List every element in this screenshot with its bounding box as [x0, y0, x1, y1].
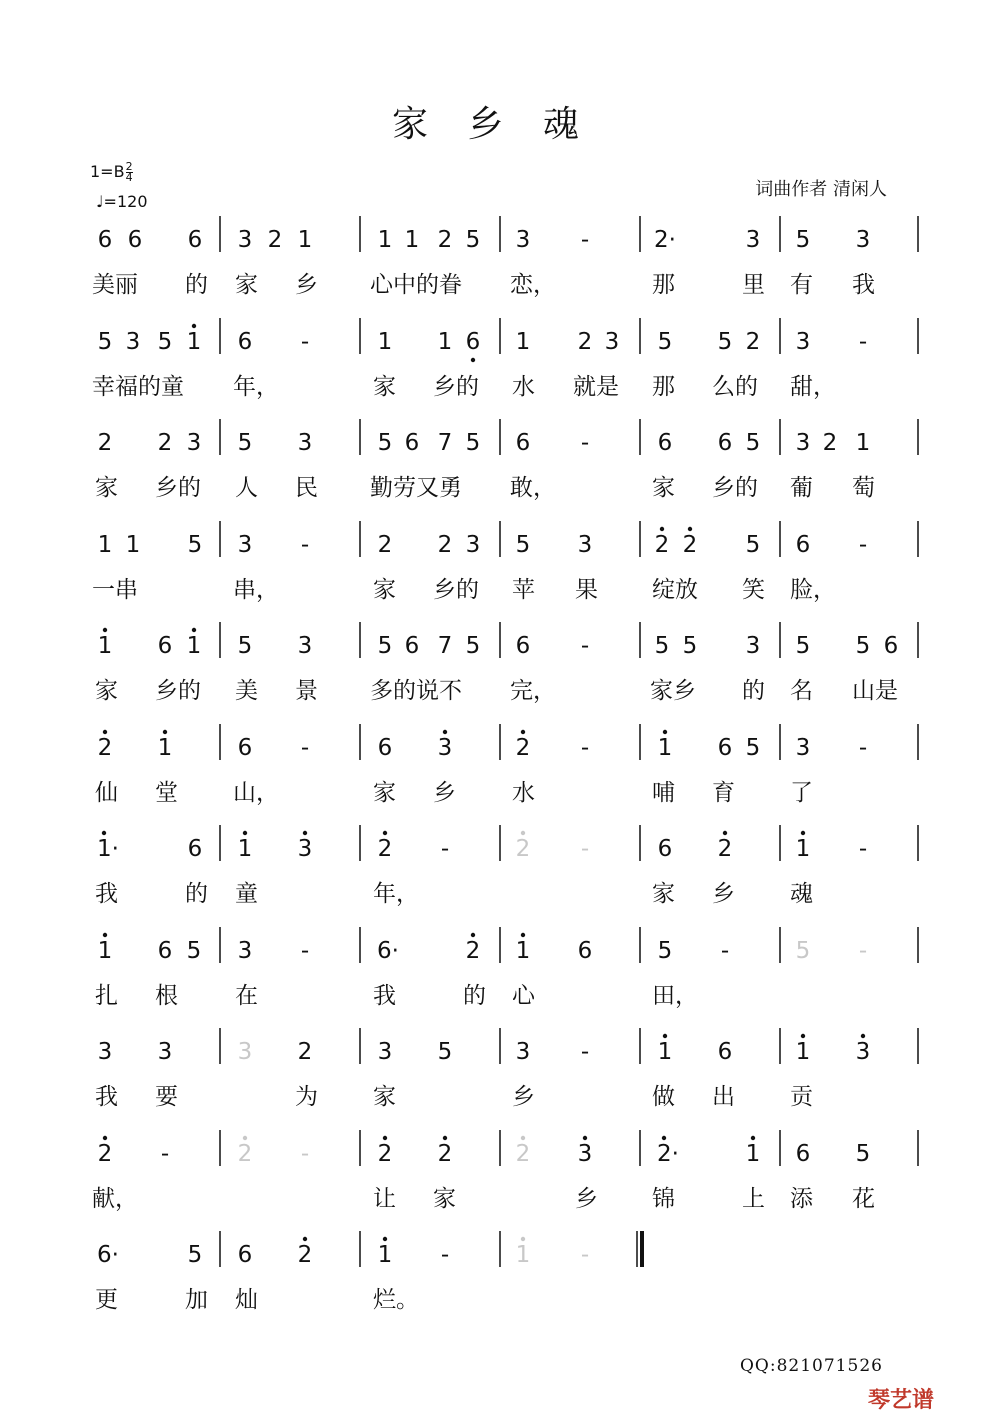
lyric: 景 — [295, 678, 318, 704]
lyric: 家 — [373, 577, 396, 603]
note: 1 — [795, 1039, 811, 1065]
qq-contact: QQ:821071526 — [740, 1356, 883, 1376]
score-row — [92, 1130, 918, 1212]
lyric: 苹 — [512, 577, 535, 603]
octave-dot — [383, 1237, 387, 1241]
note: 3 — [297, 633, 313, 659]
note: 3 — [157, 1039, 173, 1065]
note: 2 — [465, 938, 481, 964]
lyric: 上 — [742, 1186, 765, 1212]
note: 1 — [125, 532, 141, 558]
lyric: 有 — [790, 272, 813, 298]
note: 3 — [577, 1141, 593, 1167]
lyric: 在 — [235, 983, 258, 1009]
note: 6 — [404, 633, 420, 659]
note: 2 — [515, 1141, 531, 1167]
octave-dot — [103, 1136, 107, 1140]
octave-dot — [243, 1136, 247, 1140]
score-row — [92, 216, 918, 298]
note: 2 — [515, 735, 531, 761]
octave-dot — [443, 730, 447, 734]
note: 6 — [795, 532, 811, 558]
lyric: 甜， — [790, 374, 836, 400]
lyric: 为 — [295, 1084, 318, 1110]
note: 1 — [186, 633, 202, 659]
octave-dot — [443, 1136, 447, 1140]
note: 2 — [515, 836, 531, 862]
lyric: 做 — [652, 1084, 675, 1110]
octave-dot — [521, 933, 525, 937]
octave-dot — [303, 1237, 307, 1241]
lyric: 仙 — [95, 780, 118, 806]
note: 5 — [465, 633, 481, 659]
note: 1 — [377, 227, 393, 253]
note: 2 — [654, 532, 670, 558]
note: 5 — [745, 735, 761, 761]
lyric: 童 — [235, 881, 258, 907]
note: 1 — [855, 430, 871, 456]
note: 6 — [157, 938, 173, 964]
note: 5 — [237, 633, 253, 659]
note: - — [858, 329, 868, 355]
note: 5 — [657, 329, 673, 355]
note: 2 — [377, 836, 393, 862]
note: - — [580, 735, 590, 761]
time-sig-bottom: 4 — [125, 171, 133, 184]
site-logo: 琴艺谱 — [868, 1388, 935, 1413]
lyric: 扎 — [95, 983, 118, 1009]
note: 3 — [237, 532, 253, 558]
note: 6 — [237, 735, 253, 761]
note: 5 — [237, 430, 253, 456]
note: 6 — [883, 633, 899, 659]
note: 6 — [795, 1141, 811, 1167]
lyric: 家 — [652, 881, 675, 907]
lyric: 让 — [373, 1186, 396, 1212]
octave-dot — [383, 831, 387, 835]
note: 1 — [404, 227, 420, 253]
note: 2 — [297, 1242, 313, 1268]
quarter-note-icon: ♩ — [96, 192, 104, 211]
lyric: 敢， — [510, 475, 556, 501]
note: 2 — [377, 532, 393, 558]
note: 3 — [377, 1039, 393, 1065]
lyric: 灿 — [235, 1287, 258, 1313]
note: 1 — [97, 633, 113, 659]
note: 2 — [682, 532, 698, 558]
note: 6 — [717, 1039, 733, 1065]
lyric: 贡 — [790, 1084, 813, 1110]
note: 3 — [437, 735, 453, 761]
lyric: 家乡 — [650, 678, 696, 704]
lyric: 家 — [235, 272, 258, 298]
note: - — [858, 938, 868, 964]
note: 1 — [377, 329, 393, 355]
note: 1 — [795, 836, 811, 862]
lyric: 更 — [95, 1287, 118, 1313]
note: 3 — [515, 1039, 531, 1065]
note: 2 — [377, 1141, 393, 1167]
lyric: 乡的 — [712, 475, 758, 501]
lyric: 乡 — [433, 780, 456, 806]
lyric: 水 — [512, 374, 535, 400]
lyric: 山是 — [852, 678, 898, 704]
note: 3 — [125, 329, 141, 355]
note: 2 — [237, 1141, 253, 1167]
octave-dot — [521, 1237, 525, 1241]
note: 5 — [187, 1242, 203, 1268]
note: - — [440, 836, 450, 862]
note: 2 — [97, 430, 113, 456]
lyric: 完， — [510, 678, 556, 704]
note: 2 — [297, 1039, 313, 1065]
note: - — [300, 735, 310, 761]
score-row — [92, 521, 918, 603]
lyric: 乡 — [295, 272, 318, 298]
note: 1· — [97, 836, 119, 862]
lyric: 美丽 — [92, 272, 138, 298]
octave-dot — [192, 628, 196, 632]
lyric: 年， — [233, 374, 279, 400]
note: 6 — [377, 735, 393, 761]
lyric: 么的 — [712, 374, 758, 400]
lyric: 烂。 — [373, 1287, 419, 1313]
lyric: 我 — [373, 983, 396, 1009]
lyric: 葡 — [790, 475, 813, 501]
note: 2 — [745, 329, 761, 355]
octave-dot — [751, 1136, 755, 1140]
lyric: 乡的 — [433, 577, 479, 603]
lyric: 萄 — [852, 475, 875, 501]
note: 3 — [465, 532, 481, 558]
note: - — [440, 1242, 450, 1268]
note: 2 — [437, 532, 453, 558]
octave-dot — [163, 730, 167, 734]
note: 3 — [795, 329, 811, 355]
note: 5 — [377, 633, 393, 659]
note: 3 — [186, 430, 202, 456]
tempo-value: =120 — [103, 192, 148, 211]
lyric: 的 — [742, 678, 765, 704]
lyric: 育 — [712, 780, 735, 806]
lyric: 恋， — [510, 272, 556, 298]
lyric: 乡 — [712, 881, 735, 907]
lyric: 家 — [95, 678, 118, 704]
note: 1 — [657, 1039, 673, 1065]
octave-dot — [383, 1136, 387, 1140]
note: 1 — [657, 735, 673, 761]
lyric: 我 — [95, 1084, 118, 1110]
octave-dot — [723, 831, 727, 835]
octave-dot — [102, 831, 106, 835]
lyric: 哺 — [652, 780, 675, 806]
note: 5 — [717, 329, 733, 355]
note: 1 — [237, 836, 253, 862]
lyric: 家 — [373, 374, 396, 400]
octave-dot — [521, 1136, 525, 1140]
note: 5 — [795, 633, 811, 659]
note: 6 — [515, 430, 531, 456]
note: - — [580, 836, 590, 862]
lyric: 田， — [652, 983, 698, 1009]
note: 2 — [157, 430, 173, 456]
note: 6 — [465, 329, 481, 355]
note: 1 — [745, 1141, 761, 1167]
note: 2 — [97, 735, 113, 761]
note: 1 — [157, 735, 173, 761]
note: 6 — [404, 430, 420, 456]
lyric: 花 — [852, 1186, 875, 1212]
note: 5 — [437, 1039, 453, 1065]
lyric: 家 — [373, 1084, 396, 1110]
note: 3 — [795, 430, 811, 456]
lyric: 我 — [852, 272, 875, 298]
lyric: 家 — [652, 475, 675, 501]
octave-dot — [801, 831, 805, 835]
note: 6 — [515, 633, 531, 659]
note: 1 — [515, 329, 531, 355]
note: 1 — [437, 329, 453, 355]
note: 3 — [297, 836, 313, 862]
note: 1 — [97, 532, 113, 558]
lyric: 年， — [373, 881, 419, 907]
time-sig-top: 2 — [125, 160, 133, 173]
note: 2 — [437, 227, 453, 253]
note: 6 — [657, 430, 673, 456]
note: 1 — [377, 1242, 393, 1268]
lyric: 家 — [95, 475, 118, 501]
note: 6 — [717, 430, 733, 456]
note: 1 — [515, 1242, 531, 1268]
note: 6 — [127, 227, 143, 253]
note: - — [720, 938, 730, 964]
score-row — [95, 927, 918, 1009]
score-row — [95, 1028, 918, 1110]
note: 7 — [437, 633, 453, 659]
note: 5 — [187, 532, 203, 558]
lyric: 心 — [512, 983, 535, 1009]
note: 3 — [97, 1039, 113, 1065]
lyric: 水 — [512, 780, 535, 806]
octave-dot — [103, 730, 107, 734]
note: 5 — [795, 227, 811, 253]
lyric: 加 — [185, 1287, 208, 1313]
lyric: 献， — [92, 1186, 138, 1212]
octave-dot — [521, 730, 525, 734]
note: 6 — [717, 735, 733, 761]
octave-dot — [663, 1034, 667, 1038]
lyric: 家 — [373, 780, 396, 806]
note: - — [300, 1141, 310, 1167]
note: 2· — [654, 227, 676, 253]
lyric: 果 — [575, 577, 598, 603]
lyric: 堂 — [155, 780, 178, 806]
octave-dot — [471, 358, 475, 362]
lyric: 魂 — [790, 881, 813, 907]
lyric: 那 — [652, 272, 675, 298]
lyric: 乡的 — [433, 374, 479, 400]
score-row — [95, 419, 918, 501]
note: 3 — [855, 227, 871, 253]
octave-dot — [192, 324, 196, 328]
lyric: 锦 — [652, 1186, 675, 1212]
note: 5 — [745, 430, 761, 456]
note: 6· — [97, 1242, 119, 1268]
lyric: 那 — [652, 374, 675, 400]
octave-dot — [660, 527, 664, 531]
lyric: 一串 — [92, 577, 138, 603]
note: 2 — [437, 1141, 453, 1167]
note: 5 — [855, 633, 871, 659]
note: - — [580, 1242, 590, 1268]
note: - — [858, 735, 868, 761]
note: 5 — [186, 938, 202, 964]
score-row — [95, 1231, 642, 1313]
note: 5 — [682, 633, 698, 659]
note: 6 — [657, 836, 673, 862]
lyric: 名 — [790, 678, 813, 704]
lyric: 要 — [155, 1084, 178, 1110]
lyric: 家 — [433, 1186, 456, 1212]
octave-dot — [103, 628, 107, 632]
note: 3 — [297, 430, 313, 456]
lyric: 的 — [185, 272, 208, 298]
note: 1 — [297, 227, 313, 253]
note: - — [580, 430, 590, 456]
note: - — [858, 836, 868, 862]
note: 2 — [717, 836, 733, 862]
note: 6 — [577, 938, 593, 964]
octave-dot — [243, 831, 247, 835]
note: 3 — [745, 227, 761, 253]
lyric: 幸福的童 — [92, 374, 184, 400]
lyric: 心中的眷 — [370, 272, 462, 298]
note: - — [580, 633, 590, 659]
note: 6 — [157, 633, 173, 659]
lyric: 多的说不 — [370, 678, 462, 704]
octave-dot — [861, 1034, 865, 1038]
note: - — [300, 938, 310, 964]
lyric: 勤劳又勇 — [370, 475, 462, 501]
lyric: 绽放 — [652, 577, 698, 603]
lyric: 美 — [235, 678, 258, 704]
lyric: 的 — [463, 983, 486, 1009]
score-row — [95, 622, 918, 704]
note: 5 — [657, 938, 673, 964]
lyric: 就是 — [573, 374, 619, 400]
note: - — [160, 1141, 170, 1167]
note: 6 — [97, 227, 113, 253]
lyric: 串， — [233, 577, 279, 603]
lyric: 出 — [712, 1084, 735, 1110]
octave-dot — [663, 730, 667, 734]
key-label: 1=B — [90, 162, 125, 181]
note: 5 — [465, 430, 481, 456]
note: 3 — [515, 227, 531, 253]
note: 5 — [157, 329, 173, 355]
note: - — [858, 532, 868, 558]
note: 5 — [515, 532, 531, 558]
lyric: 人 — [235, 475, 258, 501]
octave-dot — [583, 1136, 587, 1140]
octave-dot — [303, 831, 307, 835]
note: 2 — [267, 227, 283, 253]
note: 6 — [237, 1242, 253, 1268]
note: 5 — [377, 430, 393, 456]
lyric: 脸， — [790, 577, 836, 603]
octave-dot — [103, 933, 107, 937]
note: 3 — [237, 227, 253, 253]
lyric: 山， — [233, 780, 279, 806]
note: - — [580, 227, 590, 253]
note: 1 — [515, 938, 531, 964]
note: 5 — [855, 1141, 871, 1167]
octave-dot — [662, 1136, 666, 1140]
octave-dot — [688, 527, 692, 531]
lyric: 里 — [742, 272, 765, 298]
lyric: 添 — [790, 1186, 813, 1212]
note: 5 — [465, 227, 481, 253]
score-row — [95, 825, 918, 907]
note: 2 — [577, 329, 593, 355]
note: 5 — [654, 633, 670, 659]
composer-credit: 词曲作者 清闲人 — [755, 179, 887, 200]
lyric: 乡 — [512, 1084, 535, 1110]
note: - — [580, 1039, 590, 1065]
lyric: 乡的 — [155, 678, 201, 704]
lyric: 的 — [185, 881, 208, 907]
note: 3 — [237, 938, 253, 964]
note: 3 — [795, 735, 811, 761]
note: 6 — [237, 329, 253, 355]
octave-dot — [471, 933, 475, 937]
note: 6· — [377, 938, 399, 964]
note: 1 — [186, 329, 202, 355]
note: 3 — [237, 1039, 253, 1065]
octave-dot — [521, 831, 525, 835]
lyric: 民 — [295, 475, 318, 501]
lyric: 了 — [790, 780, 813, 806]
note: 7 — [437, 430, 453, 456]
lyric: 乡 — [575, 1186, 598, 1212]
score-row — [92, 318, 918, 400]
lyric: 根 — [155, 983, 178, 1009]
note: 5 — [795, 938, 811, 964]
note: - — [300, 532, 310, 558]
note: 6 — [187, 227, 203, 253]
note: 1 — [97, 938, 113, 964]
score-row — [95, 724, 918, 806]
song-title: 家 乡 魂 — [392, 104, 593, 145]
lyric: 笑 — [742, 577, 765, 603]
note: - — [300, 329, 310, 355]
note: 2 — [822, 430, 838, 456]
note: 6 — [187, 836, 203, 862]
note: 3 — [745, 633, 761, 659]
note: 2· — [657, 1141, 679, 1167]
note: 2 — [97, 1141, 113, 1167]
octave-dot — [801, 1034, 805, 1038]
lyric: 乡的 — [155, 475, 201, 501]
note: 3 — [855, 1039, 871, 1065]
note: 5 — [97, 329, 113, 355]
note: 3 — [577, 532, 593, 558]
note: 5 — [745, 532, 761, 558]
lyric: 我 — [95, 881, 118, 907]
note: 3 — [604, 329, 620, 355]
